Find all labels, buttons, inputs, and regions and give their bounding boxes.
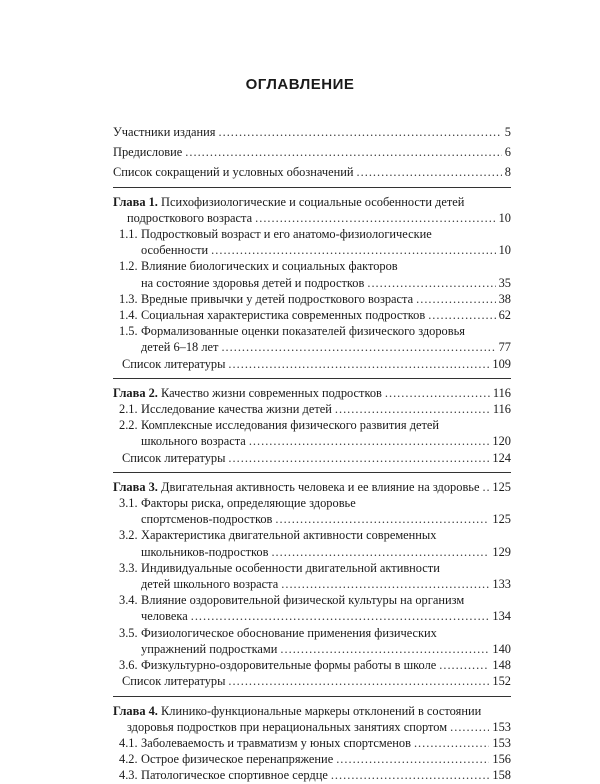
toc-entry-front[interactable]	[113, 164, 511, 180]
section-number: 1.2.	[119, 259, 138, 274]
page-number: 109	[492, 356, 511, 371]
toc-section[interactable]	[113, 258, 511, 290]
section-title: Комплексные исследования физического развития детей	[141, 418, 440, 433]
leader-dots	[414, 735, 489, 751]
toc-literature[interactable]	[113, 450, 511, 466]
chapter-title: здоровья подростков при нерациональных занятиях спортом	[127, 719, 448, 734]
leader-dots	[439, 657, 489, 673]
toc-section[interactable]	[113, 592, 511, 624]
section-title: школьников-подростков	[141, 544, 269, 559]
section-number: 3.4.	[119, 593, 138, 608]
section-title: Формализованные оценки показателей физического здоровья	[141, 324, 465, 339]
section-number: 3.3.	[119, 560, 138, 575]
section-number: 4.1.	[119, 735, 138, 750]
leader-dots	[385, 385, 490, 401]
leader-dots	[228, 356, 489, 372]
section-title: детей школьного возраста	[141, 577, 279, 592]
leader-dots	[228, 673, 489, 689]
leader-dots	[428, 307, 495, 323]
leader-dots	[211, 242, 495, 258]
section-title: школьного возраста	[141, 434, 246, 449]
leader-dots	[275, 511, 489, 527]
toc-section[interactable]	[113, 291, 511, 307]
page-number: 35	[498, 275, 511, 290]
toc-literature[interactable]	[113, 673, 511, 689]
section-number: 1.5.	[119, 324, 138, 339]
page-number: 152	[492, 674, 511, 689]
chapter-label: Глава 1.	[113, 194, 158, 209]
literature-title: Список литературы	[122, 356, 226, 371]
page-number: 120	[492, 434, 511, 449]
toc-chapter[interactable]	[113, 703, 511, 735]
page-number: 77	[498, 340, 511, 355]
section-title: Исследование качества жизни детей	[141, 402, 332, 417]
page-number: 8	[504, 165, 511, 180]
page-number: 148	[492, 658, 511, 673]
leader-dots	[336, 751, 489, 767]
page-number: 125	[492, 479, 511, 494]
section-title: упражнений подростками	[141, 641, 278, 656]
toc-section[interactable]	[113, 657, 511, 673]
page-number: 156	[492, 752, 511, 767]
chapter-divider	[113, 187, 511, 188]
page-number: 158	[492, 768, 511, 783]
leader-dots	[221, 339, 495, 355]
leader-dots	[357, 164, 502, 180]
toc-entry-front[interactable]	[113, 144, 511, 160]
chapter-label: Глава 2.	[113, 385, 158, 400]
entry-title: Список сокращений и условных обозначений	[113, 165, 354, 180]
section-title: Физкультурно-оздоровительные формы работы в школе	[141, 658, 437, 673]
section-number: 3.6.	[119, 658, 138, 673]
toc-section[interactable]	[113, 495, 511, 527]
section-title: Вредные привычки у детей подросткового возраста	[141, 291, 414, 306]
leader-dots	[191, 608, 490, 624]
page-number: 153	[492, 719, 511, 734]
page-number: 62	[498, 308, 511, 323]
toc-section[interactable]	[113, 323, 511, 355]
section-title: Подростковый возраст и его анатомо-физиологические	[141, 227, 432, 242]
leader-dots	[280, 641, 489, 657]
page-number: 124	[492, 450, 511, 465]
section-title: детей 6–18 лет	[141, 340, 219, 355]
leader-dots	[416, 291, 495, 307]
section-number: 1.4.	[119, 308, 138, 323]
section-number: 2.2.	[119, 418, 138, 433]
leader-dots	[185, 144, 502, 160]
toc-section[interactable]	[113, 226, 511, 258]
section-title: Патологическое спортивное сердце	[141, 768, 328, 783]
toc-section[interactable]	[113, 751, 511, 767]
page-number: 129	[492, 544, 511, 559]
section-title: Острое физическое перенапряжение	[141, 752, 334, 767]
page-number: 153	[492, 735, 511, 750]
toc-section[interactable]	[113, 560, 511, 592]
leader-dots	[335, 401, 490, 417]
chapter-title: подросткового возраста	[127, 210, 253, 225]
page-number: 38	[498, 291, 511, 306]
section-title: человека	[141, 609, 188, 624]
section-title: на состояние здоровья детей и подростков	[141, 275, 365, 290]
leader-dots	[331, 767, 490, 783]
section-title: Факторы риска, определяющие здоровье	[141, 496, 356, 511]
leader-dots	[450, 719, 489, 735]
section-title: Заболеваемость и травматизм у юных спортсменов	[141, 735, 411, 750]
section-number: 4.2.	[119, 752, 138, 767]
toc-section[interactable]	[113, 401, 511, 417]
section-number: 3.1.	[119, 496, 138, 511]
leader-dots	[249, 433, 490, 449]
literature-title: Список литературы	[122, 674, 226, 689]
page-number: 133	[492, 577, 511, 592]
toc-section[interactable]	[113, 767, 511, 783]
page-number: 125	[492, 512, 511, 527]
leader-dots	[281, 576, 489, 592]
section-title: Влияние оздоровительной физической культуры на организм	[141, 593, 465, 608]
chapter-label: Глава 3.	[113, 479, 158, 494]
literature-title: Список литературы	[122, 450, 226, 465]
chapter-title: Качество жизни современных подростков	[161, 385, 382, 400]
section-title: Характеристика двигательной активности современных	[141, 528, 437, 543]
entry-title: Предисловие	[113, 145, 183, 160]
page-number: 5	[504, 125, 511, 139]
toc-section[interactable]	[113, 307, 511, 323]
leader-dots	[219, 124, 502, 140]
section-number: 1.3.	[119, 291, 138, 306]
section-title: Социальная характеристика современных подростков	[141, 308, 426, 323]
leader-dots	[228, 450, 489, 466]
page-number: 116	[492, 402, 511, 417]
chapter-title: Двигательная активность человека и ее влияние на здоровье	[161, 479, 480, 494]
section-number: 3.2.	[119, 528, 138, 543]
chapter-divider	[113, 472, 511, 473]
section-number: 1.1.	[119, 227, 138, 242]
page-number: 6	[504, 145, 511, 160]
page-title: ОГЛАВЛЕНИЕ	[245, 76, 355, 93]
chapter-title: Клинико-функциональные маркеры отклонений в состоянии	[161, 703, 482, 718]
toc-chapter[interactable]	[113, 479, 511, 495]
leader-dots	[271, 544, 489, 560]
toc-chapter[interactable]	[113, 385, 511, 401]
toc-section[interactable]	[113, 527, 511, 559]
section-title: спортсменов-подростков	[141, 512, 273, 527]
entry-title: Участники издания	[113, 125, 216, 139]
section-title: Влияние биологических и социальных факторов	[141, 259, 398, 274]
section-title: Физиологическое обоснование применения физических	[141, 625, 437, 640]
section-number: 3.5.	[119, 625, 138, 640]
toc-section[interactable]	[113, 735, 511, 751]
chapter-divider	[113, 696, 511, 697]
leader-dots	[255, 210, 495, 226]
leader-dots	[482, 479, 489, 495]
toc-section[interactable]	[113, 625, 511, 657]
chapter-divider	[113, 378, 511, 379]
section-number: 2.1.	[119, 402, 138, 417]
toc-literature[interactable]	[113, 356, 511, 372]
section-number: 4.3.	[119, 768, 138, 783]
page-number: 134	[492, 609, 511, 624]
page-number: 10	[498, 210, 511, 225]
table-of-contents	[113, 124, 511, 784]
section-title: особенности	[141, 243, 209, 258]
leader-dots	[367, 275, 495, 291]
section-title: Индивидуальные особенности двигательной активности	[141, 560, 440, 575]
chapter-label: Глава 4.	[113, 703, 158, 718]
page-number: 116	[492, 385, 511, 400]
toc-entry-front[interactable]	[113, 124, 511, 140]
toc-section[interactable]	[113, 417, 511, 449]
page-number: 140	[492, 641, 511, 656]
chapter-title: Психофизиологические и социальные особенности детей	[161, 194, 465, 209]
toc-chapter[interactable]	[113, 194, 511, 226]
page-number: 10	[498, 243, 511, 258]
